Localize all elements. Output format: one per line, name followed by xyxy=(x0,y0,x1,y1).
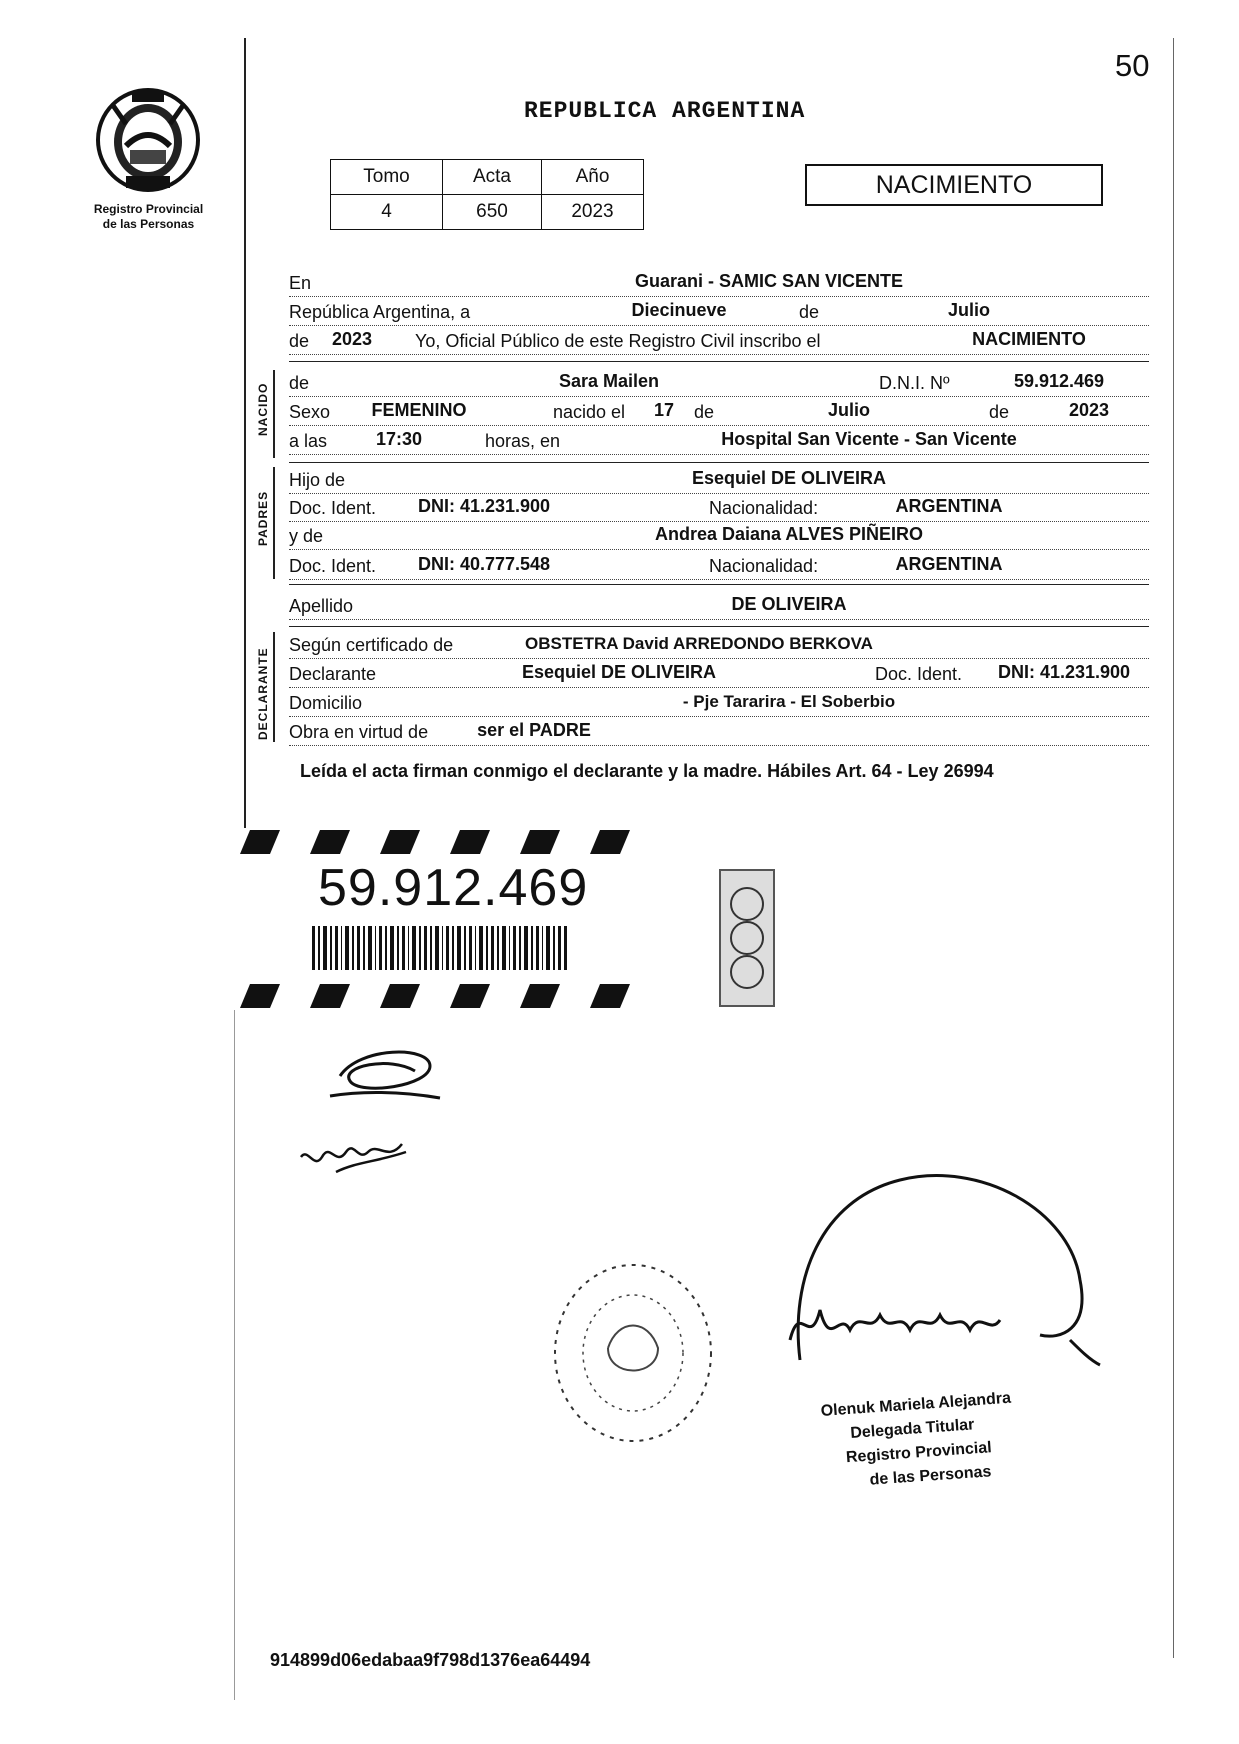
label-segun: Según certificado de xyxy=(289,635,454,655)
label-doc-ident-declarante: Doc. Ident. xyxy=(875,664,963,684)
country-title: REPUBLICA ARGENTINA xyxy=(524,98,806,124)
label-doc-ident-madre: Doc. Ident. xyxy=(289,556,377,576)
value-madre-doc: DNI: 40.777.548 xyxy=(417,554,551,574)
row-obra xyxy=(289,719,1149,746)
label-nacionalidad-madre: Nacionalidad: xyxy=(709,556,819,576)
row-republica xyxy=(289,299,1149,326)
row-oficial xyxy=(289,328,1149,355)
acta-value: 650 xyxy=(443,195,542,230)
value-declarante: Esequiel DE OLIVEIRA xyxy=(521,662,717,682)
official-office-2: de las Personas xyxy=(869,1463,992,1489)
declarante-side-bar xyxy=(273,632,275,742)
record-type-box: NACIMIENTO xyxy=(805,164,1103,206)
value-obra: ser el PADRE xyxy=(477,720,591,740)
security-hologram-icon xyxy=(718,868,776,1008)
value-lugar: Guarani - SAMIC SAN VICENTE xyxy=(634,271,904,291)
row-apellido xyxy=(289,593,1149,620)
closing-text: Leída el acta firman conmigo el declarante y la madre. Hábiles Art. 64 - Ley 26994 xyxy=(300,761,994,781)
issuer-caption xyxy=(76,202,221,232)
label-de-nacido: de xyxy=(289,373,310,393)
label-de2: de xyxy=(289,331,310,351)
value-sexo: FEMENINO xyxy=(371,400,467,420)
issuer-line-2: de las Personas xyxy=(102,217,195,231)
dni-number-large: 59.912.469 xyxy=(318,859,589,917)
value-dia-nac: 17 xyxy=(653,400,675,420)
official-seal-icon xyxy=(548,1258,718,1448)
official-name: Olenuk Mariela Alejandra xyxy=(820,1389,1012,1420)
tomo-value: 4 xyxy=(331,195,443,230)
label-y-de: y de xyxy=(289,526,324,546)
label-nacionalidad-padre: Nacionalidad: xyxy=(709,498,819,518)
label-horas-en: horas, en xyxy=(485,431,561,451)
official-signature-icon xyxy=(760,1160,1120,1400)
barcode-icon xyxy=(312,926,572,970)
label-domicilio: Domicilio xyxy=(289,693,363,713)
row-sexo xyxy=(289,399,1149,426)
left-margin-rule-lower xyxy=(234,1010,235,1700)
value-padre-nac: ARGENTINA xyxy=(895,496,1003,516)
row-padre xyxy=(289,467,1149,494)
padres-side-bar xyxy=(273,467,275,579)
label-de-nac: de xyxy=(694,402,715,422)
value-lugar-nac: Hospital San Vicente - San Vicente xyxy=(721,429,1017,449)
row-hora xyxy=(289,428,1149,455)
left-margin-rule xyxy=(244,38,246,828)
row-en xyxy=(289,270,1149,297)
value-mes-registro: Julio xyxy=(947,300,990,320)
value-padre: Esequiel DE OLIVEIRA xyxy=(691,468,887,488)
section-divider-nacido xyxy=(289,462,1149,463)
section-divider-padres xyxy=(289,584,1149,585)
anio-header: Año xyxy=(542,160,644,195)
label-doc-ident-padre: Doc. Ident. xyxy=(289,498,377,518)
value-hora: 17:30 xyxy=(375,429,423,449)
row-madre xyxy=(289,523,1149,550)
official-title: Delegada Titular xyxy=(849,1416,975,1442)
declarante-signature-icon xyxy=(320,1036,450,1116)
row-domicilio xyxy=(289,690,1149,717)
row-padre-doc xyxy=(289,495,1149,522)
section-nacido-label: NACIDO xyxy=(256,382,270,436)
official-office: Registro Provincial xyxy=(845,1439,993,1467)
nacido-side-bar xyxy=(273,370,275,458)
label-de: de xyxy=(799,302,820,322)
value-apellido: DE OLIVEIRA xyxy=(731,594,847,614)
value-certificado: OBSTETRA David ARREDONDO BERKOVA xyxy=(525,634,873,653)
document-hash: 914899d06edabaa9f798d1376ea64494 xyxy=(270,1650,591,1670)
label-en: En xyxy=(289,273,312,293)
label-hijo-de: Hijo de xyxy=(289,470,346,490)
row-nacido xyxy=(289,370,1149,397)
value-domicilio: - Pje Tararira - El Soberbio xyxy=(682,692,896,711)
section-divider-apellido xyxy=(289,626,1149,627)
label-oficial: Yo, Oficial Público de este Registro Civil inscribo el xyxy=(415,331,821,351)
label-a-las: a las xyxy=(289,431,328,451)
label-apellido: Apellido xyxy=(289,596,354,616)
security-pattern-top-icon xyxy=(225,826,665,856)
value-nombre: Sara Mailen xyxy=(558,371,660,391)
coat-of-arms-icon xyxy=(92,84,204,196)
value-declarante-doc: DNI: 41.231.900 xyxy=(997,662,1131,682)
label-republica: República Argentina, a xyxy=(289,302,471,322)
value-dni: 59.912.469 xyxy=(1013,371,1105,391)
madre-signature-icon xyxy=(296,1122,426,1182)
value-dia-texto: Diecinueve xyxy=(631,300,727,320)
acta-header: Acta xyxy=(443,160,542,195)
label-de-anio-nac: de xyxy=(989,402,1010,422)
value-acto: NACIMIENTO xyxy=(972,329,1086,349)
value-mes-nac: Julio xyxy=(827,400,870,420)
anio-value: 2023 xyxy=(542,195,644,230)
row-declarante xyxy=(289,661,1149,688)
value-anio-nac: 2023 xyxy=(1068,400,1110,420)
value-padre-doc: DNI: 41.231.900 xyxy=(417,496,551,516)
label-declarante: Declarante xyxy=(289,664,377,684)
reference-value-row xyxy=(331,195,644,230)
value-madre-nac: ARGENTINA xyxy=(895,554,1003,574)
security-pattern-bottom-icon xyxy=(225,978,665,1010)
section-declarante-label: DECLARANTE xyxy=(256,647,270,740)
section-divider xyxy=(289,361,1149,362)
tomo-header: Tomo xyxy=(331,160,443,195)
issuer-line-1: Registro Provincial xyxy=(93,202,204,216)
label-sexo: Sexo xyxy=(289,402,331,422)
row-certificado xyxy=(289,632,1149,659)
page-number: 50 xyxy=(1115,48,1150,83)
value-anio-registro: 2023 xyxy=(331,329,373,349)
row-madre-doc xyxy=(289,553,1149,580)
value-madre: Andrea Daiana ALVES PIÑEIRO xyxy=(654,524,924,544)
label-nacido-el: nacido el xyxy=(553,402,626,422)
reference-table xyxy=(330,159,644,230)
reference-header-row xyxy=(331,160,644,195)
section-padres-label: PADRES xyxy=(256,490,270,546)
official-stamp xyxy=(820,1387,1017,1496)
label-obra: Obra en virtud de xyxy=(289,722,429,742)
right-margin-rule xyxy=(1173,38,1174,1658)
label-dni-no: D.N.I. Nº xyxy=(879,373,950,393)
